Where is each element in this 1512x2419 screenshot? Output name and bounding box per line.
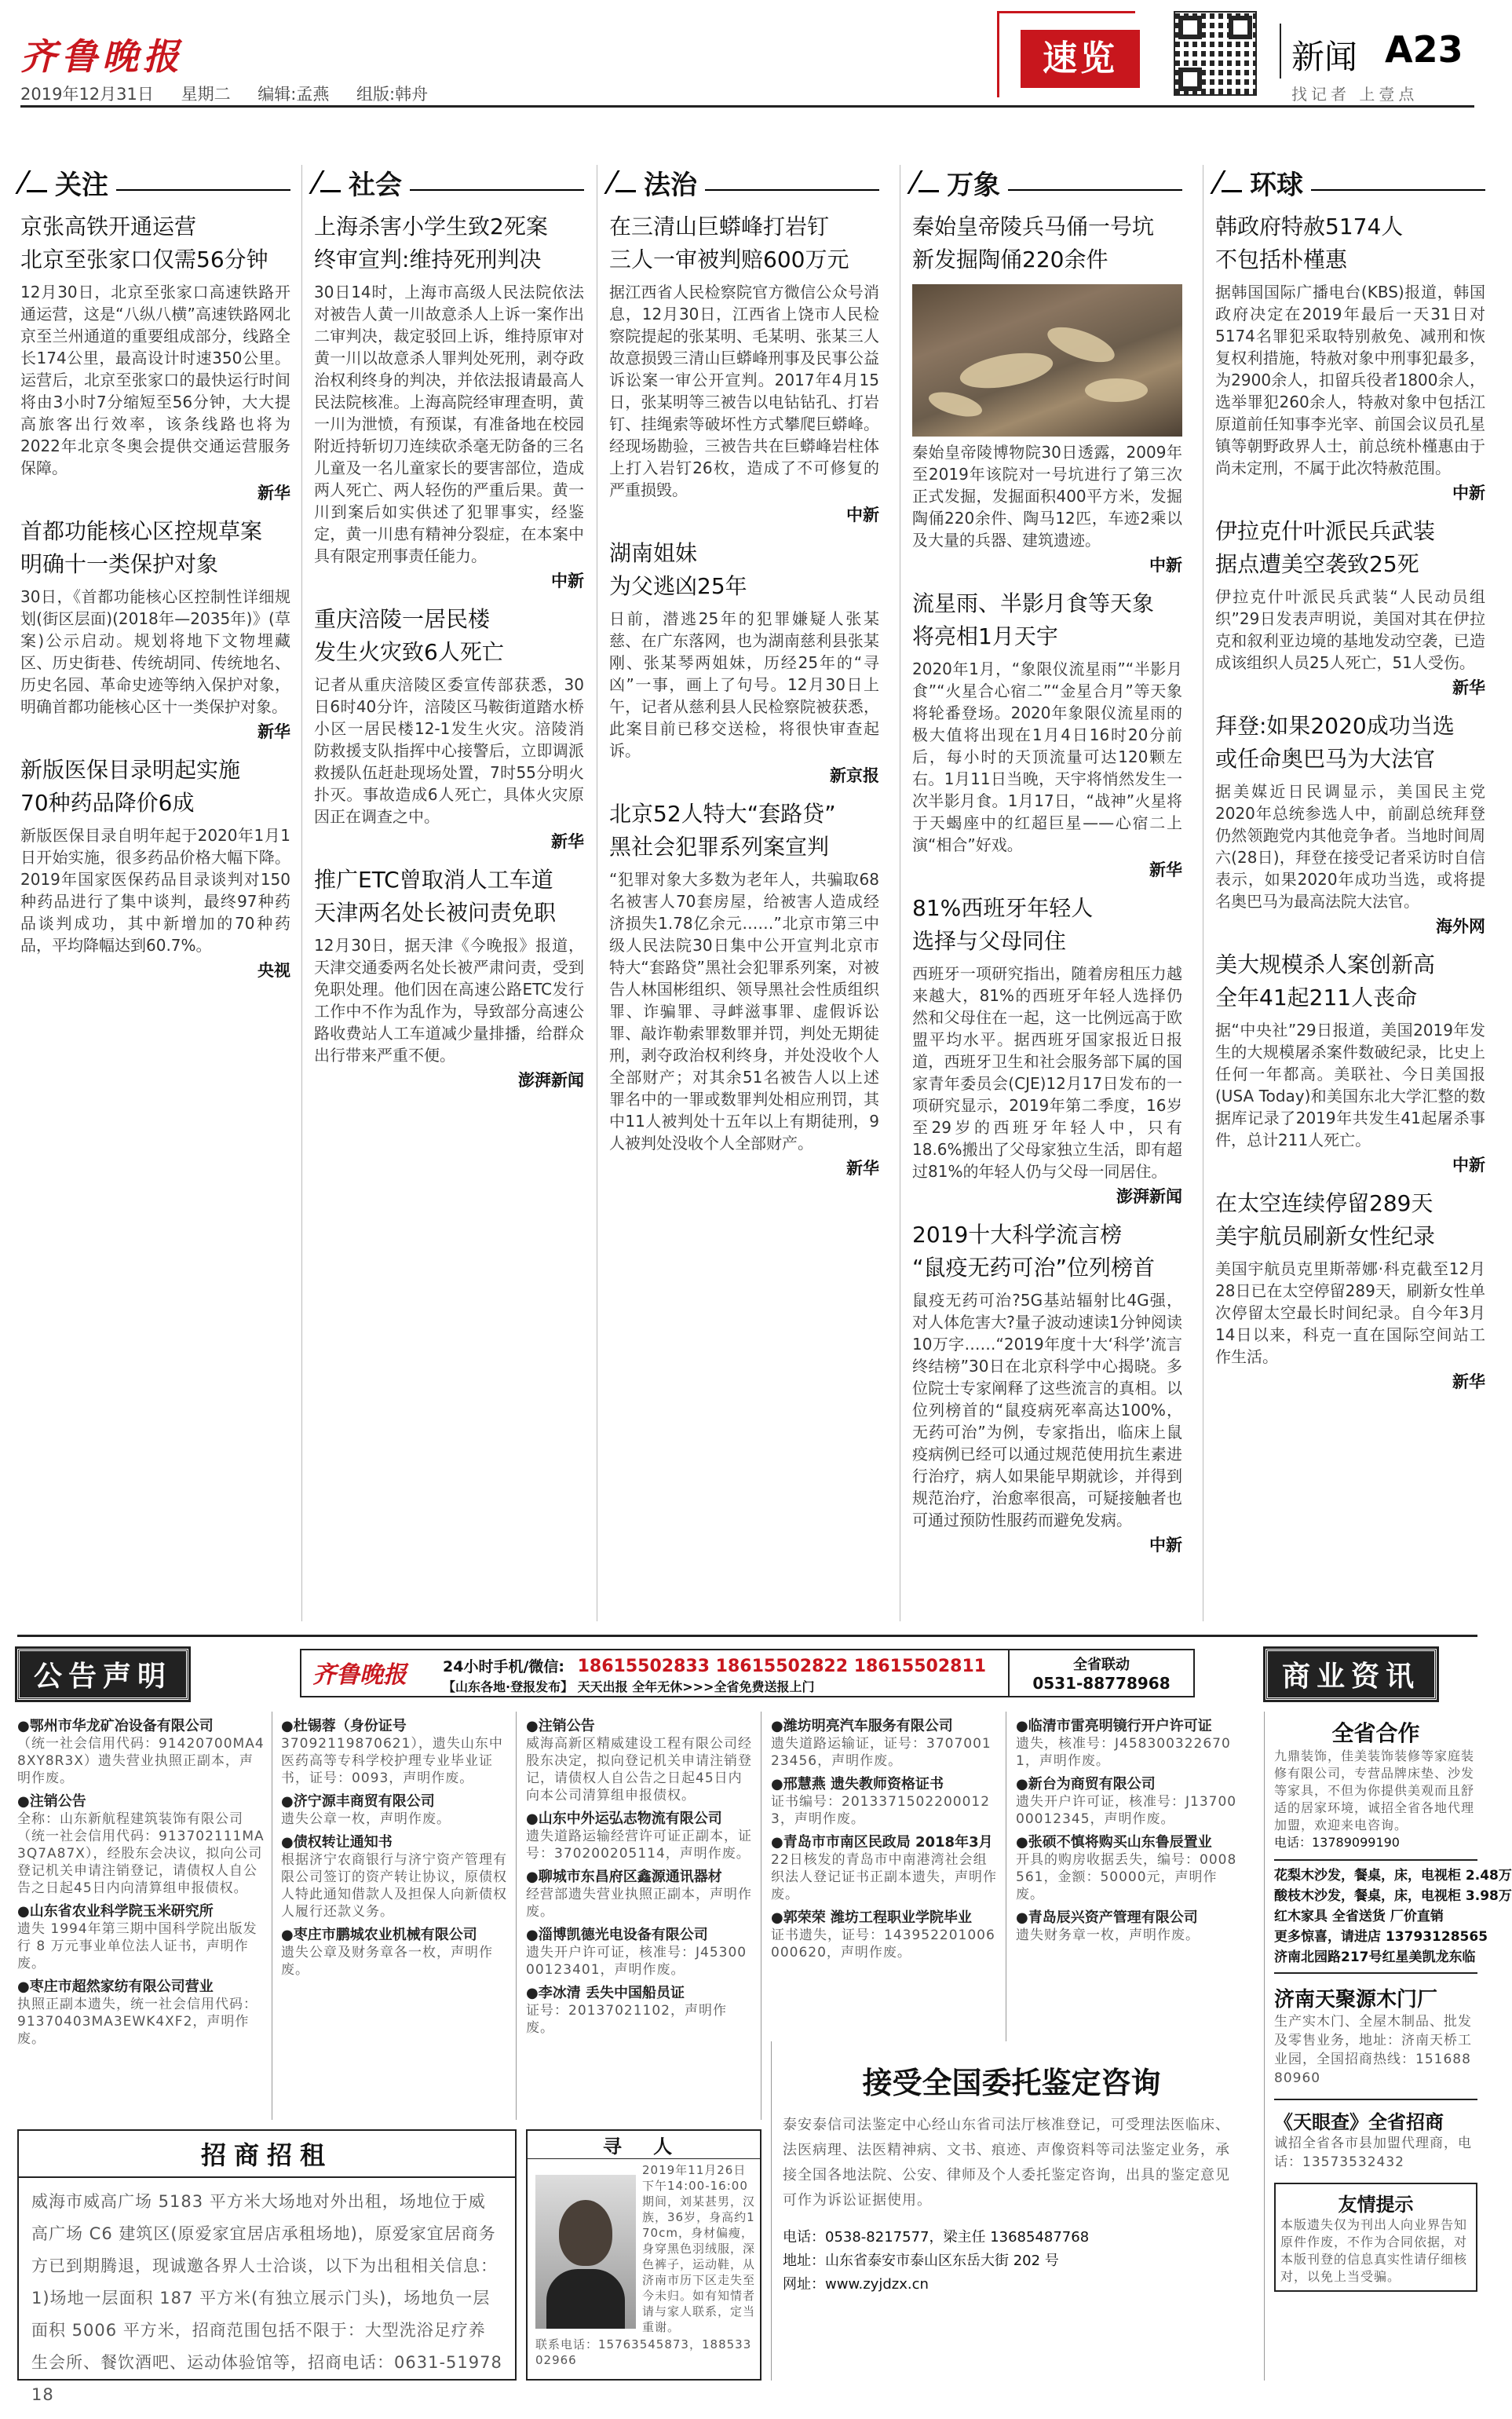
article-headline: 70种药品降价6成	[20, 790, 195, 816]
column-divider	[301, 165, 302, 1621]
article-source: 中新	[846, 506, 879, 524]
article-body: 2020年1月，“象限仪流星雨”“半影月食”“火星合心宿二”“金星合月”等天象将轮番登场。2020年象限仪流星雨的极大值将出现在1月4日16时20分前后，每小时的天顶流量可达120颗左右。1月11日当晚，天宇将悄然发生一次半影月食。1月17日，“战神”火星将于天蝎座中的红超巨星——心宿二上演“相合”好戏。	[912, 660, 1182, 854]
notice-item	[1016, 1834, 1245, 1903]
notice-text: 遗失道路运输经营许可证正副本，证号：370200205114，声明作废。	[526, 1829, 752, 1862]
article-body: 西班牙一项研究指出，随着房租压力越来越大，81%的西班牙年轻人选择仍然和父母住在一起，这一比例远高于欧盟平均水平。据西班牙国家报近日报道，西班牙卫生和社会服务部下属的国家青年委员会(CJE)12月17日发布的一项研究显示，2019年第二季度，16岁至29岁的西班牙年轻人中，只有18.6%搬出了父母家独立生活，即有超过81%的年轻人仍与父母一同居住。	[912, 964, 1182, 1181]
cooperation-phone: 电话：13789099190	[1274, 1835, 1400, 1850]
article-source: 新京报	[830, 766, 879, 785]
section-title: 社会	[349, 169, 402, 201]
notice-text: 证号：20137021102，声明作废。	[526, 2003, 727, 2036]
notice-column-5	[1016, 1712, 1251, 2041]
news-article	[1215, 515, 1485, 699]
notice-title: ●青岛市市南区民政局 2018年3月	[771, 1834, 993, 1851]
notice-column-2	[281, 1712, 517, 2120]
appraisal-address: 地址：山东省泰安市泰山区东岳大街 202 号	[783, 2253, 1059, 2269]
article-headline: 北京至张家口仅需56分钟	[20, 247, 268, 272]
section-header	[912, 162, 1182, 203]
notice-text: 执照正副本遗失，统一社会信用代码：91370403MA3EWK4XF2，声明作废。	[17, 1997, 257, 2047]
news-article	[912, 210, 1182, 576]
section-rule	[1008, 189, 1182, 191]
notice-text: 遗失开户许可证，核准号：J4530000123401，声明作废。	[526, 1945, 747, 1978]
notice-text: 遗失道路运输证，证号：370700123456，声明作废。	[771, 1736, 992, 1769]
section-name: 新闻	[1291, 38, 1358, 76]
article-headline: 推广ETC曾取消人工车道	[314, 867, 553, 893]
notice-title: ●枣庄市鹏城农业机械有限公司	[281, 1927, 477, 1943]
article-headline: 不包括朴槿惠	[1215, 247, 1348, 272]
notice-text: 全称：山东新航程建筑装饰有限公司（统一社会信用代码：913702111MA3Q7A87X），经股东会决议，拟向公司登记机关申请注销登记，请债权人自公告之日起45日内向清算组申报债权。	[17, 1811, 265, 1896]
section-title: 万象	[947, 169, 1000, 201]
article-body: 日前，潜逃25年的犯罪嫌疑人张某慈、在广东落网，也为湖南慈利县张某刚、张某琴两姐妹，历经25年的“寻凶”一事，画上了句号。12月30日上午，记者从慈利县人民检察院被获悉，此案目前已移交送检，将很快审查起诉。	[609, 609, 879, 760]
page-number: A23	[1385, 28, 1463, 71]
notice-item	[17, 1718, 265, 1787]
notice-item	[771, 1718, 999, 1770]
furniture-line: 济南北园路217号红星美凯龙东临	[1274, 1949, 1476, 1965]
article-headline: 京张高铁开通运营	[20, 214, 197, 239]
article-headline: 全年41起211人丧命	[1215, 985, 1418, 1010]
sulan-badge: 速览	[1021, 30, 1140, 88]
furniture-line: 酸枝木沙发，餐桌，床，电视柜 3.98万	[1274, 1888, 1512, 1904]
news-article	[20, 210, 290, 504]
article-headline: 伊拉克什叶派民兵武装	[1215, 518, 1436, 544]
notice-item	[526, 1869, 754, 1920]
article-source: 新华	[551, 832, 584, 851]
news-article	[912, 892, 1182, 1208]
news-column	[314, 162, 584, 1618]
qr-code-icon	[1174, 11, 1257, 96]
business-tag: 商业资讯	[1265, 1649, 1437, 1700]
news-article	[20, 754, 290, 981]
section-rule	[1311, 189, 1485, 191]
news-article	[609, 537, 879, 787]
section-title: 关注	[55, 169, 108, 201]
article-body: 新版医保目录自明年起于2020年1月1日开始实施，很多药品价格大幅下降。2019年国家医保药品目录谈判对150种药品进行了集中谈判，最终97种药品谈判成功，其中新增加的70种药品，平均降幅达到60.7%。	[20, 826, 290, 955]
news-article	[1215, 948, 1485, 1176]
business-tag-box	[1265, 1649, 1476, 1702]
article-source: 新华	[1452, 1372, 1485, 1391]
notice-text: 根据济宁农商银行与济宁资产管理有限公司签订的资产转让协议，原债权人特此通知借款人及担保人向新债权人履行还款义务。	[281, 1852, 507, 1920]
appraisal-text: 泰安泰信司法鉴定中心经山东省司法厅核准登记，可受理法医临床、法医病理、法医精神病、文书、痕迹、声像资料等司法鉴定业务，承接全国各地法院、公安、律师及个人委托鉴定咨询，出具的鉴定意见可作为诉讼证据使用。	[783, 2117, 1230, 2209]
masthead	[0, 0, 1495, 157]
article-body: 美国宇航员克里斯蒂娜·科克截至12月28日已在太空停留289天，刷新女性单次停留太空最长时间纪录。自今年3月14日以来，科克一直在国际空间站工作生活。	[1215, 1259, 1485, 1366]
article-headline: 重庆涪陵一居民楼	[314, 606, 491, 632]
article-headline: 发生火灾致6人死亡	[314, 639, 504, 665]
article-headline: 新发掘陶俑220余件	[912, 247, 1108, 272]
header-rule	[20, 105, 1474, 108]
article-headline: 终审宣判:维持死刑判决	[314, 247, 542, 272]
notice-text: 遗失，核准号：J4583003226701，声明作废。	[1016, 1736, 1231, 1769]
article-headline: 秦始皇帝陵兵马俑一号坑	[912, 214, 1155, 239]
article-headline: 拜登:如果2020成功当选	[1215, 713, 1455, 739]
hotline-numbers: 18615502833 18615502822 18615502811	[577, 1657, 987, 1676]
section-marker-icon	[314, 170, 341, 194]
notice-item	[1016, 1718, 1245, 1770]
notice-title: ●淄博凯德光电设备有限公司	[526, 1927, 708, 1943]
recruit-title: 招商招租	[19, 2131, 515, 2178]
news-column	[1215, 162, 1485, 1618]
article-headline: 据点遭美空袭致25死	[1215, 551, 1419, 577]
notice-item	[771, 1834, 999, 1903]
notice-text: 遗失公章及财务章各一枚，声明作废。	[281, 1945, 493, 1978]
header-divider	[1280, 24, 1281, 79]
section-header	[1215, 162, 1485, 203]
issue-info	[20, 82, 450, 105]
article-source: 海外网	[1436, 917, 1485, 936]
notice-title: ●注销公告	[17, 1793, 86, 1810]
article-headline: 2019十大科学流言榜	[912, 1222, 1123, 1248]
hotline-banner	[300, 1649, 1195, 1697]
notice-title: ●济宁源丰商贸有限公司	[281, 1793, 435, 1810]
section-title: 法治	[644, 169, 697, 201]
article-source: 央视	[257, 961, 290, 980]
article-headline: 选择与父母同住	[912, 928, 1067, 954]
section-rule	[705, 189, 879, 191]
news-article	[1215, 710, 1485, 937]
hotline-label: 24小时手机/微信:	[443, 1658, 564, 1675]
section-header	[609, 162, 879, 203]
section-marker-icon	[912, 170, 939, 194]
article-source: 新华	[257, 722, 290, 741]
article-body: 据美媒近日民调显示，美国民主党2020年总统参选人中，前副总统拜登仍然领跑党内其他竞争者。当地时间周六(28日)，拜登在接受记者采访时自信表示，如果2020年成功当选，或将提名奥巴马为最高法院大法官。	[1215, 782, 1485, 911]
notice-column-1	[17, 1712, 272, 2120]
notice-item	[526, 1718, 754, 1804]
furniture-line: 更多惊喜，请进店 13793128565	[1274, 1929, 1488, 1945]
layout-credit: 组版:韩舟	[356, 85, 429, 104]
article-headline: 天津两名处长被问责免职	[314, 900, 557, 926]
tianyancha-title: 《天眼查》全省招商	[1274, 2099, 1477, 2134]
article-body: 据江西省人民检察院官方微信公众号消息，12月30日，江西省上饶市人民检察院提起的张某明、毛某明、张某三人故意损毁三清山巨蟒峰刑事及民事公益诉讼案一审公开宣判。2017年4月15日，张某明等三被告以电钻钻孔、打岩钉、挂绳索等破坏性方式攀爬巨蟒峰。经现场勘验，三被告共在巨蟒峰岩柱体上打入岩钉26枚，造成了不可修复的严重损毁。	[609, 283, 879, 499]
article-headline: 黑社会犯罪系列案宣判	[609, 834, 830, 860]
news-article	[20, 515, 290, 743]
article-body: “犯罪对象大多数为老年人，共骗取68名被害人70套房屋，给被害人造成经济损失1.78亿余元……”北京市第三中级人民法院30日集中公开宣判北京市特大“套路贷”黑社会犯罪系列案，对被告人林国彬组织、领导黑社会性质组织罪、诈骗罪、寻衅滋事罪、虚假诉讼罪、敲诈勒索罪数罪并罚，判处无期徒刑，剥夺政治权利终身，并处没收个人全部财产；对其余51名被告人以上述罪名中的一罪或数罪判处相应刑罚，其中11人被判处十五年以上有期徒刑，9人被判处没收个人全部财产。	[609, 870, 879, 1153]
notice-text: 开具的购房收据丢失，编号：0008561，金额：50000元，声明作废。	[1016, 1852, 1237, 1902]
article-headline: 81%西班牙年轻人	[912, 895, 1094, 921]
furniture-line: 花梨木沙发，餐桌，床，电视柜 2.48万	[1274, 1868, 1512, 1884]
article-headline: 在三清山巨蟒峰打岩钉	[609, 214, 830, 239]
article-source: 新华	[1452, 678, 1485, 697]
notice-text: 遗失 1994年第三期中国科学院出版发行 8 万元事业单位法人证书，声明作废。	[17, 1921, 257, 1971]
article-headline: 新版医保目录明起实施	[20, 757, 241, 783]
notice-tag-box	[17, 1649, 198, 1702]
notice-item	[526, 1811, 754, 1862]
news-column	[912, 162, 1182, 1618]
notice-item	[281, 1718, 509, 1787]
article-headline: 在太空连续停留289天	[1215, 1190, 1433, 1216]
missing-phone: 联系电话：15763545873，18853302966	[535, 2337, 752, 2367]
article-headline: 将亮相1月天宇	[912, 623, 1058, 649]
article-source: 中新	[1452, 1156, 1485, 1175]
article-body: 秦始皇帝陵博物院30日透露，2009年至2019年该院对一号坑进行了第三次正式发掘，发掘面积400平方米，发掘陶俑220余件、陶马12匹，车迹2乘以及大量的兵器、建筑遗迹。	[912, 443, 1182, 550]
notice-item	[281, 1793, 509, 1828]
cooperation-title: 全省合作	[1331, 1720, 1420, 1746]
recruit-text: 威海市威高广场 5183 平方米大场地对外出租，场地位于威高广场 C6 建筑区(原爱家宜居店承租场地)，原爱家宜居商务方已到期腾退，现诚邀各界人士洽谈，以下为出租相关信息：1)场地一层面积 187 平方米(有独立展示门头)，场地负一层面积 5006 平方米，招商范围包括不限于：大型洗浴足疗养生会所、餐饮酒吧、运动体验馆等，招商电话：0631-5197818	[31, 2192, 502, 2404]
notice-item	[281, 1927, 509, 1979]
notice-item	[526, 1927, 754, 1979]
article-source: 新华	[846, 1159, 879, 1178]
notice-title: ●债权转让通知书	[281, 1834, 393, 1851]
article-headline: 三人一审被判赔600万元	[609, 247, 849, 272]
article-body: 据“中央社”29日报道，美国2019年发生的大规模屠杀案件数破纪录，比史上任何一年都高。美联社、今日美国报(USA Today)和美国东北大学汇整的数据库记录了2019年共发生41起屠杀事件，总计211人死亡。	[1215, 1021, 1485, 1149]
section-rule	[116, 189, 290, 191]
cooperation-text: 九鼎装饰，佳美装饰装修等家庭装修有限公司，专营品牌床垫、沙发等家具，不但为你提供美观而且舒适的居家环境，诚招全省各地代理加盟，欢迎来电咨询。	[1274, 1748, 1475, 1833]
notice-title: ●山东中外运弘志物流有限公司	[526, 1811, 722, 1827]
article-headline: 上海杀害小学生致2死案	[314, 214, 548, 239]
notice-tag: 公告声明	[17, 1649, 188, 1700]
article-body: 据韩国国际广播电台(KBS)报道，韩国政府决定在2019年最后一天31日对5174名罪犯采取特别赦免、减刑和恢复权利措施，特赦对象中刑事犯最多，为2900余人，扣留兵役者1800余人，选举罪犯260余人，特赦对象中包括江原道前任知事李光宰、前国会议员孔星镇等朝野政界人士，前总统朴槿惠由于尚未定刑，不属于此次特赦范围。	[1215, 283, 1485, 477]
notice-item	[281, 1834, 509, 1920]
notice-column-3	[526, 1712, 761, 2120]
reporter-line: 找记者 上壹点	[1291, 85, 1419, 104]
notice-column-4	[771, 1712, 1006, 2041]
notice-text: 证书遗失，证号：143952201006000620，声明作废。	[771, 1928, 995, 1960]
article-source: 澎湃新闻	[1116, 1187, 1182, 1206]
article-body: 30日，《首都功能核心区控制性详细规划(街区层面)(2018年—2035年)》(草案)公示启动。规划将地下文物埋藏区、历史街巷、传统胡同、传统地名、历史名园、革命史迹等纳入保护对象，明确首都功能核心区十一类保护对象。	[20, 587, 290, 716]
article-source: 澎湃新闻	[518, 1071, 584, 1090]
friendly-title: 友情提示	[1338, 2194, 1414, 2216]
notice-title: ●邢慧燕 遗失教师资格证书	[771, 1776, 944, 1792]
news-article	[314, 603, 584, 853]
article-headline: “鼠疫无药可治”位列榜首	[912, 1255, 1156, 1281]
section-header	[20, 162, 290, 203]
news-article	[1215, 1187, 1485, 1393]
article-body: 鼠疫无药可治?5G基站辐射比4G强，对人体危害大?量子波动速读1分钟阅读10万字……“2019年度十大‘科学’流言终结榜”30日在北京科学中心揭晓。多位院士专家阐释了这些流言的真相。以位列榜首的“鼠疫病死率高达100%，无药可治”为例，专家指出，临床上鼠疫病例已经可以通过规范使用抗生素进行治疗，病人如果能早期就诊，并得到规范治疗，治愈率很高，可疑接触者也可通过预防性服药而避免发病。	[912, 1291, 1182, 1529]
article-headline: 美宇航员刷新女性纪录	[1215, 1223, 1436, 1249]
tianyancha-text: 诚招全省各市县加盟代理商，电话：13573532432	[1274, 2136, 1472, 2170]
section-marker-icon	[20, 170, 47, 194]
business-column	[1264, 1712, 1512, 2381]
notice-title: ●鄂州市华龙矿冶设备有限公司	[17, 1718, 214, 1734]
article-source: 中新	[1149, 556, 1182, 575]
friendly-text: 本版遗失仅为刊出人向业界告知原件作废，不作为合同依据，对本版刊登的信息真实性请仔细核对，以免上当受骗。	[1280, 2217, 1468, 2284]
newspaper-logo: 齐鲁晚报	[20, 35, 184, 78]
hotline-logo: 齐鲁晚报	[312, 1661, 407, 1689]
section-title: 环球	[1250, 169, 1303, 201]
issue-weekday: 星期二	[181, 85, 231, 104]
recruit-ad	[17, 2129, 517, 2404]
notice-title: ●枣庄市超然家纺有限公司营业	[17, 1979, 214, 1995]
section-marker-icon	[1215, 170, 1242, 194]
article-source: 中新	[551, 572, 584, 590]
notice-title: ●新台为商贸有限公司	[1016, 1776, 1156, 1792]
notice-text: 威海高新区精威建设工程有限公司经股东决定，拟向登记机关申请注销登记，请债权人自公告之日起45日内向本公司清算组申报债权。	[526, 1736, 752, 1803]
appraisal-ad	[771, 2041, 1251, 2381]
notice-item	[17, 1979, 265, 2048]
door-factory-text: 生产实木门、全屋木制品、批发及零售业务，地址：济南天桥工业园，全国招商热线：15168880960	[1274, 2014, 1472, 2086]
appraisal-phone: 电话：0538-8217577，梁主任 13685487768	[783, 2229, 1090, 2245]
notice-text: 37092119870621），遗失山东中医药高等专科学校护理专业毕业证书，证号：0093，声明作废。	[281, 1736, 503, 1786]
notice-title: ●青岛辰兴资产管理有限公司	[1016, 1909, 1198, 1926]
article-headline: 美大规模杀人案创新高	[1215, 952, 1436, 977]
notice-item	[17, 1793, 265, 1897]
notice-item	[1016, 1909, 1245, 1944]
article-body: 伊拉克什叶派民兵武装“人民动员组织”29日发表声明说，美国对其在伊拉克和叙利亚边境的基地发动空袭，已造成该组织人员25人死亡，51人受伤。	[1215, 587, 1485, 672]
article-source: 中新	[1149, 1536, 1182, 1555]
notice-text: 22日核发的青岛市中南港湾社会组织法人登记证书正副本遗失，声明作废。	[771, 1852, 997, 1902]
ad-section-rule	[17, 1635, 1477, 1637]
appraisal-title: 接受全国委托鉴定咨询	[862, 2066, 1161, 2100]
news-article	[912, 587, 1182, 881]
notice-item	[526, 1985, 754, 2037]
news-column	[609, 162, 879, 1618]
news-article	[314, 210, 584, 592]
province-phone: 0531-88778968	[1032, 1674, 1171, 1693]
notice-title: ●注销公告	[526, 1718, 595, 1734]
notice-text: 遗失财务章一枚，声明作废。	[1016, 1928, 1200, 1943]
article-headline: 湖南姐妹	[609, 540, 698, 566]
news-article	[609, 798, 879, 1179]
appraisal-website: 网址：www.zyjdzx.cn	[783, 2276, 929, 2293]
notice-item	[1016, 1776, 1245, 1828]
hotline-slogan: 【山东各地·登报发布】 天天出报 全年无休>>>全省免费送报上门	[443, 1679, 815, 1694]
article-source: 新华	[1149, 861, 1182, 879]
notice-title: ●潍坊明亮汽车服务有限公司	[771, 1718, 953, 1734]
missing-person-photo	[535, 2175, 636, 2329]
notice-text: 遗失开户许可证，核准号：J1370000012345，声明作废。	[1016, 1794, 1237, 1827]
notice-title: ●李冰清 丢失中国船员证	[526, 1985, 685, 2001]
furniture-ad	[1274, 1859, 1512, 1974]
article-headline: 流星雨、半影月食等天象	[912, 590, 1155, 616]
notice-item	[17, 1903, 265, 1972]
article-headline: 首都功能核心区控规草案	[20, 518, 263, 544]
furniture-line: 红木家具 全省送货 厂价直销	[1274, 1909, 1444, 1924]
door-factory-title: 济南天聚源木门厂	[1274, 1988, 1438, 2012]
news-article	[1215, 210, 1485, 504]
article-headline: 韩政府特赦5174人	[1215, 214, 1404, 239]
article-headline: 或任命奥巴马为大法官	[1215, 746, 1436, 772]
notice-text: 证书编号：20133715022000123，声明作废。	[771, 1794, 991, 1827]
editor-credit: 编辑:孟燕	[257, 85, 330, 104]
notice-item	[771, 1776, 999, 1828]
province-link-label: 全省联动	[1073, 1657, 1130, 1673]
missing-text: 2019年11月26日下午14:00-16:00期间，刘某甚男，汉族，36岁，身高约170cm，身材偏瘦，身穿黑色羽绒服，深色裤子，运动鞋，从济南市历下区走失至今未归。如有知情者请与家人联系，定当重谢。	[642, 2163, 756, 2334]
section-marker-icon	[609, 170, 636, 194]
notice-title: ●聊城市东昌府区鑫源通讯器材	[526, 1869, 722, 1885]
article-headline: 为父逃凶25年	[609, 573, 747, 599]
classified-ads	[17, 1649, 1512, 2404]
article-headline: 明确十一类保护对象	[20, 551, 219, 577]
terracotta-warriors-photo	[912, 284, 1182, 437]
issue-date: 2019年12月31日	[20, 85, 154, 104]
notice-text: （统一社会信用代码：91420700MA48XY8R3X）遗失营业执照正副本，声明作废。	[17, 1736, 265, 1786]
notice-title: ●郭荣荣 潍坊工程职业学院毕业	[771, 1909, 972, 1926]
missing-person-ad	[526, 2129, 761, 2381]
notice-title: ●山东省农业科学院玉米研究所	[17, 1903, 214, 1920]
section-header	[314, 162, 584, 203]
notice-item	[771, 1909, 999, 1961]
article-body: 12月30日，北京至张家口高速铁路开通运营，这是“八纵八横”高速铁路网北京至兰州通道的重要组成部分，线路全长174公里，最高设计时速350公里。运营后，北京至张家口的最快运行时间将由3小时7分缩短至56分钟，大大提高旅客出行效率，该条线路也将为2022年北京冬奥会提供交通运营服务保障。	[20, 283, 290, 477]
notice-title: ●张硕不慎将购买山东鲁辰置业	[1016, 1834, 1212, 1851]
article-source: 中新	[1452, 484, 1485, 502]
news-article	[314, 864, 584, 1091]
friendly-reminder	[1274, 2183, 1477, 2292]
article-headline: 北京52人特大“套路贷”	[609, 801, 836, 827]
article-body: 12月30日，据天津《今晚报》报道，天津交通委两名处长被严肃问责，受到免职处理。他们因在高速公路ETC发行工作中不作为乱作为，导致部分高速公路收费站人工车道减少量排播，给群众出行带来严重不便。	[314, 936, 584, 1065]
article-source: 新华	[257, 484, 290, 502]
article-body: 30日14时，上海市高级人民法院依法对被告人黄一川故意杀人上诉一案作出二审判决，裁定驳回上诉，维持原审对黄一川以故意杀人罪判处死刑，剥夺政治权利终身的判决，并依法报请最高人民法院核准。上海高院经审理查明，黄一川为泄愤，有预谋，有准备地在校园附近持斩切刀连续砍杀毫无防备的三名儿童及一名儿童家长的要害部位，造成两人死亡、两人轻伤的严重后果。黄一川到案后如实供述了犯罪事实，经鉴定，黄一川患有精神分裂症，在本案中具有限定刑事责任能力。	[314, 283, 584, 565]
notice-title: ●临清市雷亮明镜行开户许可证	[1016, 1718, 1212, 1734]
notice-text: 经营部遗失营业执照正副本，声明作废。	[526, 1887, 752, 1920]
news-article	[912, 1219, 1182, 1556]
news-article	[609, 210, 879, 526]
notice-title: ●杜锡蓉（身份证号	[281, 1718, 407, 1734]
notice-text: 遗失公章一枚，声明作废。	[281, 1811, 451, 1827]
missing-title: 寻 人	[528, 2131, 760, 2159]
article-body: 记者从重庆涪陵区委宣传部获悉，30日6时40分许，涪陵区马鞍街道踏水桥小区一居民楼12-1发生火灾。涪陵消防救援支队指挥中心接警后，立即调派救援队伍赶赴现场处置，7时55分明火扑灭。事故造成6人死亡，具体火灾原因正在调查之中。	[314, 675, 584, 826]
section-rule	[410, 189, 584, 191]
news-column	[20, 162, 290, 1618]
